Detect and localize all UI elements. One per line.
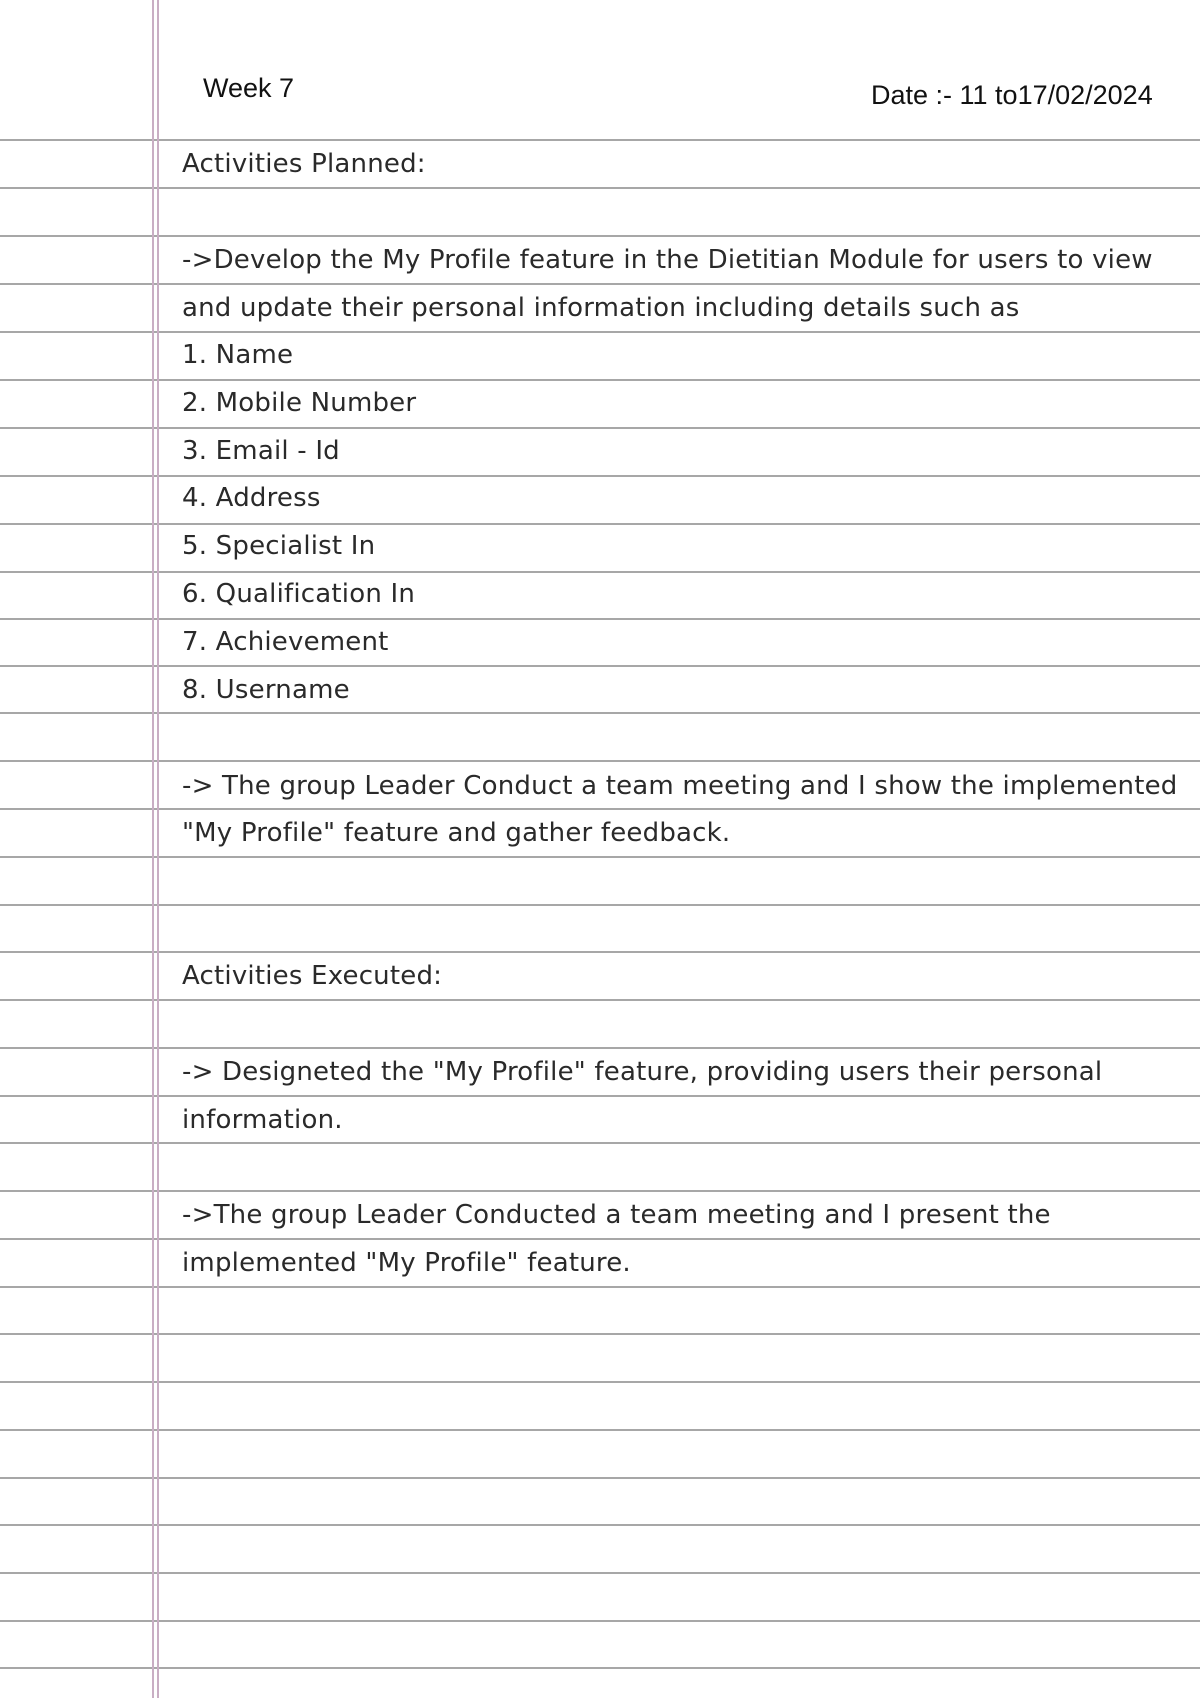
list-item: 2. Mobile Number [182,388,417,418]
ruled-line [0,475,1200,477]
ruled-line [0,904,1200,906]
ruled-line [0,1238,1200,1240]
list-item: 6. Qualification In [182,579,416,609]
executed-meeting-line-1: ->The group Leader Conducted a team meeting and I present the [182,1200,1051,1230]
margin-line [157,0,159,1698]
ruled-line [0,235,1200,237]
ruled-line [0,283,1200,285]
executed-design-line-1: -> Designeted the "My Profile" feature, providing users their personal [182,1057,1103,1087]
ruled-line [0,1047,1200,1049]
list-item: 8. Username [182,675,350,705]
ruled-line [0,712,1200,714]
ruled-line [0,379,1200,381]
ruled-line [0,1667,1200,1669]
ruled-line [0,1286,1200,1288]
planned-intro-line-2: and update their personal information including details such as [182,293,1020,323]
list-item: 5. Specialist In [182,531,376,561]
planned-intro-line-1: ->Develop the My Profile feature in the Dietitian Module for users to view [182,245,1153,275]
list-item: 7. Achievement [182,627,389,657]
ruled-line [0,760,1200,762]
ruled-line [0,1477,1200,1479]
planned-meeting-line-1: -> The group Leader Conduct a team meeting and I show the implemented [182,771,1178,801]
list-item: 1. Name [182,340,294,370]
ruled-line [0,331,1200,333]
ruled-line [0,856,1200,858]
ruled-line [0,1572,1200,1574]
ruled-line [0,571,1200,573]
ruled-line [0,1095,1200,1097]
date-label: Date :- 11 to17/02/2024 [871,80,1153,110]
executed-heading: Activities Executed: [182,961,443,991]
ruled-line [0,1620,1200,1622]
executed-meeting-line-2: implemented "My Profile" feature. [182,1248,631,1278]
ruled-line [0,665,1200,667]
planned-meeting-line-2: "My Profile" feature and gather feedback. [182,818,731,848]
ruled-line [0,618,1200,620]
week-label: Week 7 [203,73,295,103]
list-item: 3. Email - Id [182,436,340,466]
ruled-line [0,1333,1200,1335]
ruled-line [0,808,1200,810]
margin-line [152,0,154,1698]
list-item: 4. Address [182,483,321,513]
ruled-line [0,523,1200,525]
ruled-line [0,1381,1200,1383]
executed-design-line-2: information. [182,1105,343,1135]
ruled-line [0,427,1200,429]
ruled-line [0,1429,1200,1431]
ruled-line [0,1524,1200,1526]
ruled-line [0,951,1200,953]
ruled-line [0,1142,1200,1144]
ruled-line [0,999,1200,1001]
ruled-line [0,139,1200,141]
planned-heading: Activities Planned: [182,149,426,179]
ruled-line [0,1190,1200,1192]
ruled-line [0,187,1200,189]
